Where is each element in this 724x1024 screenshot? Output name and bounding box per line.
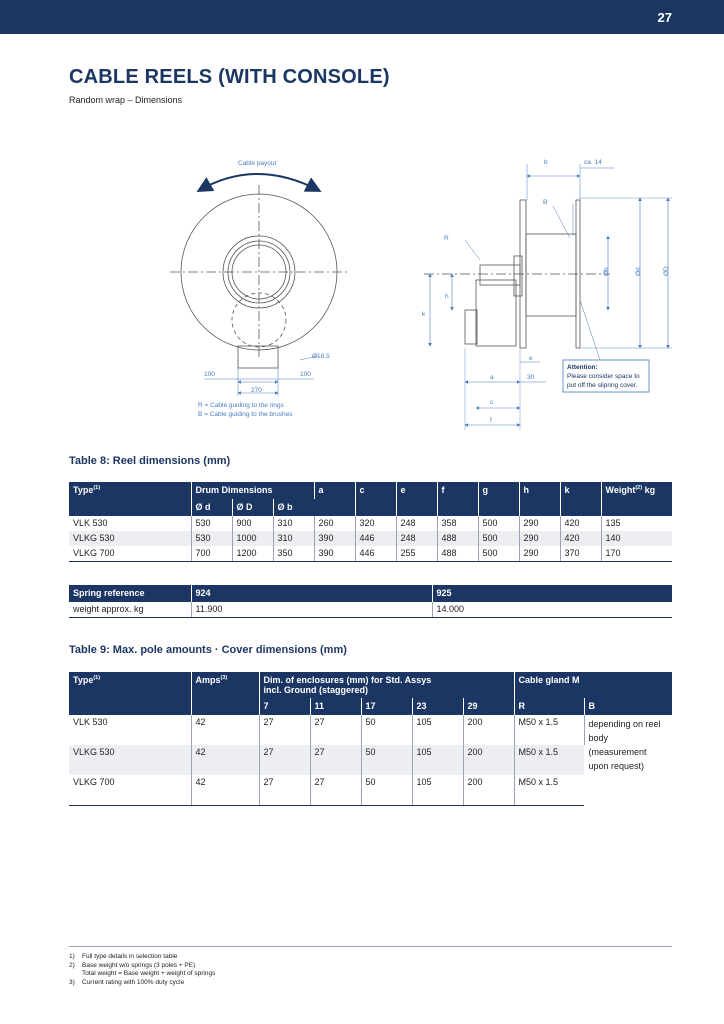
col-924: 924 (191, 585, 432, 602)
label-db: Øb (603, 267, 610, 276)
col-spring-reference: Spring reference (69, 585, 191, 602)
col-type: Type$^{(1)}$ (69, 672, 191, 715)
top-bar (0, 0, 724, 34)
label-dd: Ød (635, 267, 642, 276)
col-k: k (560, 482, 601, 516)
col-11: 11 (310, 698, 361, 715)
label-d18: Ø18.5 (312, 353, 330, 360)
label-R: R (444, 235, 449, 242)
table-row: VLK 530 42 27 27 50 105 200 M50 x 1.5 depending on reel body (measurement upon request) (69, 715, 672, 745)
table-row: VLKG 700 700 1200 350 390 446 255 488 500 290 370 170 (69, 546, 672, 561)
table-row: VLKG 700 42 27 27 50 105 200 M50 x 1.5 (69, 775, 672, 805)
dimension-drawing (0, 150, 724, 440)
table-row: VLKG 530 42 27 27 50 105 200 M50 x 1.5 (69, 745, 672, 775)
spring-reference-table (69, 585, 672, 618)
label-k: k (422, 311, 426, 318)
col-cable-gland: Cable gland M (514, 672, 672, 698)
col-a: a (314, 482, 355, 516)
legend-b: B = Cable guiding to the brushes (198, 411, 293, 418)
col-c: c (355, 482, 396, 516)
footnote: 1) Full type details in selection table (69, 953, 178, 960)
table8-title: Table 8: Reel dimensions (mm) (69, 455, 231, 467)
label-270: 270 (251, 387, 262, 394)
col-R: R (514, 698, 584, 715)
page-title: CABLE REELS (WITH CONSOLE) (69, 66, 390, 88)
label-cable-payout: Cable payout (238, 160, 277, 167)
col-d: Ø d (191, 499, 232, 516)
col-enclosures: Dim. of enclosures (mm) for Std. Assys incl. Ground (staggered) (259, 672, 514, 698)
col-drum-dimensions: Drum Dimensions (191, 482, 314, 499)
col-f: f (437, 482, 478, 516)
label-100-left: 100 (204, 371, 215, 378)
label-dD: ØD (663, 266, 670, 276)
table-row: weight approx. kg 11.900 14.000 (69, 602, 672, 617)
col-h: h (519, 482, 560, 516)
label-b: b (544, 159, 548, 166)
label-c: c (490, 399, 494, 406)
page-subtitle: Random wrap – Dimensions (69, 95, 183, 105)
label-ca14: ca. 14 (584, 159, 602, 166)
label-e: e (529, 355, 533, 362)
col-g: g (478, 482, 519, 516)
table-row: VLK 530 530 900 310 260 320 248 358 500 290 420 135 (69, 516, 672, 531)
table-row: VLKG 530 530 1000 310 390 446 248 488 500 290 420 140 (69, 531, 672, 546)
label-100-right: 100 (300, 371, 311, 378)
legend-r: R = Cable guiding to the rings (198, 402, 284, 409)
col-amps: Amps$^{(3)}$ (191, 672, 259, 715)
col-29: 29 (463, 698, 514, 715)
label-f: f (490, 417, 492, 424)
col-925: 925 (432, 585, 672, 602)
footnote: 3) Current rating with 100% duty cycle (69, 978, 185, 986)
col-23: 23 (412, 698, 463, 715)
col-17: 17 (361, 698, 412, 715)
table9-title: Table 9: Max. pole amounts · Cover dimensions (mm) (69, 644, 347, 656)
label-B: B (543, 199, 548, 206)
col-b: Ø b (273, 499, 314, 516)
col-D: Ø D (232, 499, 273, 516)
side-view (424, 164, 672, 430)
attention-line2: put off the slipring cover. (567, 382, 638, 389)
attention-line1: Please consider space to (567, 373, 640, 380)
reel-dimensions-table (69, 482, 672, 562)
label-a: a (490, 374, 494, 381)
front-view (170, 174, 348, 396)
pole-amounts-table (69, 672, 672, 806)
col-weight: Weight$^{(2)}$ kg (601, 482, 672, 516)
cable-gland-b-note: depending on reel body (measurement upon request) (588, 719, 661, 771)
label-30: 30 (527, 374, 535, 381)
attention-title: Attention: (567, 364, 598, 371)
footnotes (69, 946, 672, 987)
col-B: B (584, 698, 672, 715)
col-e: e (396, 482, 437, 516)
footnote: Total weight = Base weight + weight of springs (82, 970, 216, 977)
footnote: 2) Base weight w/o springs (3 poles + PE) (69, 961, 196, 969)
col-7: 7 (259, 698, 310, 715)
label-h: h (445, 293, 449, 300)
col-type-sub (69, 499, 191, 516)
col-type: Type$^{(1)}$ (69, 482, 191, 499)
page-number: 27 (657, 10, 672, 25)
